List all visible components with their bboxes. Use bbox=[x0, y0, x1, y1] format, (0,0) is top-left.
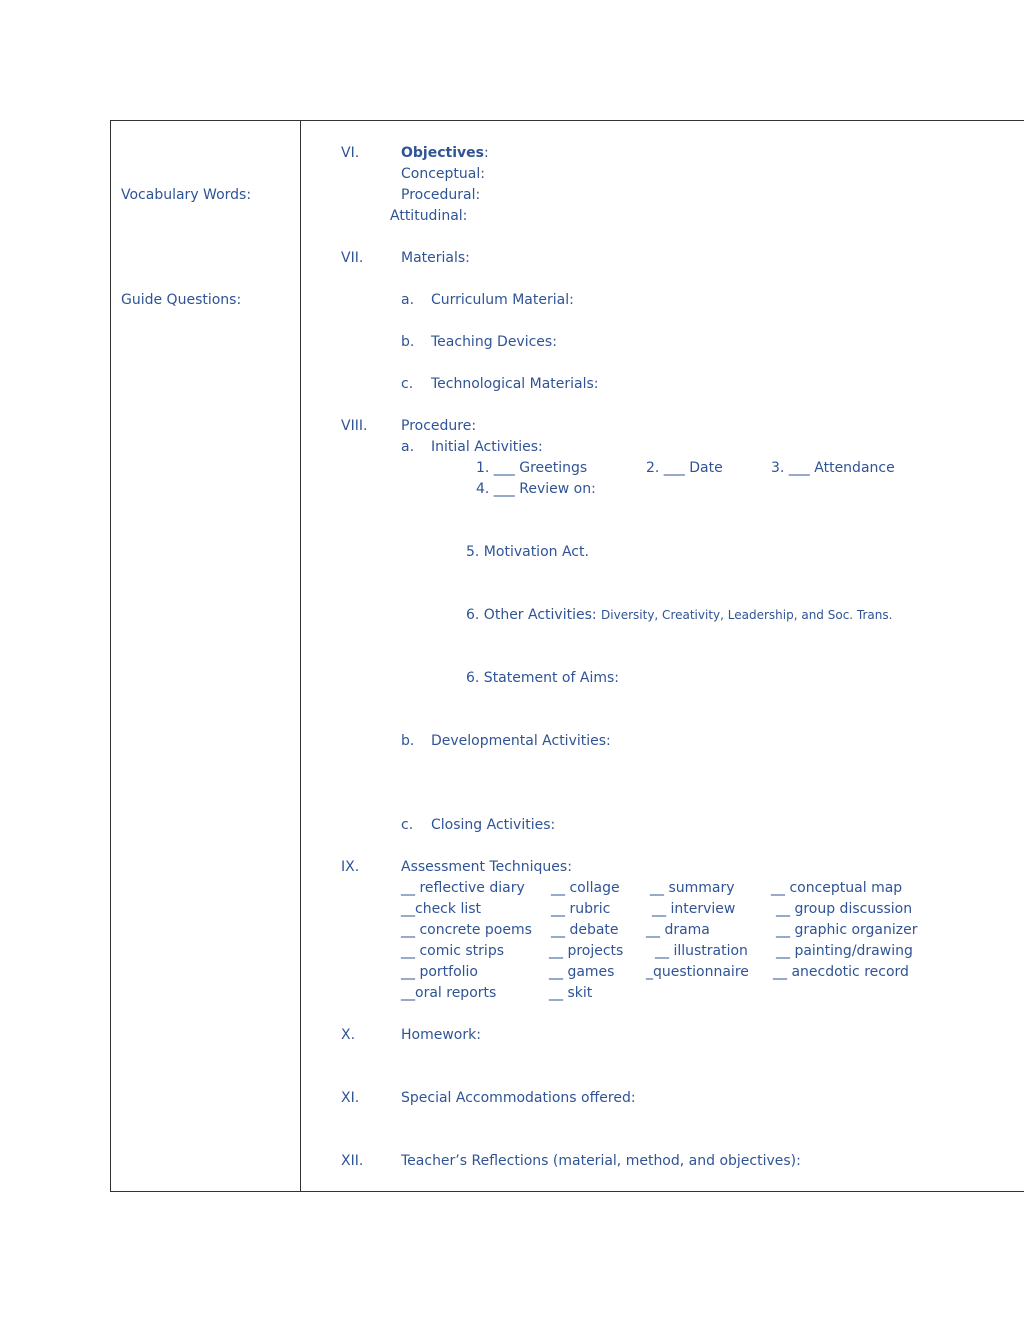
guide-questions-label: Guide Questions: bbox=[121, 292, 242, 308]
assessment-option: __ painting/drawing bbox=[776, 943, 913, 959]
objectives-numeral: VI. bbox=[341, 145, 360, 161]
review-item: 4. ___ Review on: bbox=[476, 481, 596, 497]
developmental-activities-label: Developmental Activities: bbox=[431, 733, 611, 749]
assessment-option: _questionnaire bbox=[646, 964, 749, 980]
materials-a-letter: a. bbox=[401, 292, 415, 308]
assessment-option: __ rubric bbox=[551, 901, 611, 917]
objective-procedural: Procedural: bbox=[401, 187, 481, 203]
lesson-plan-table bbox=[110, 120, 1024, 1192]
accommodations-label: Special Accommodations offered: bbox=[401, 1090, 636, 1106]
reflections-label: Teacher’s Reflections (material, method, and objectives): bbox=[401, 1153, 801, 1169]
assessment-option: __ interview bbox=[652, 901, 736, 917]
curriculum-material-label: Curriculum Material: bbox=[431, 292, 574, 308]
materials-c-letter: c. bbox=[401, 376, 414, 392]
assessment-option: __ illustration bbox=[655, 943, 748, 959]
objective-conceptual: Conceptual: bbox=[401, 166, 485, 182]
procedure-b-letter: b. bbox=[401, 733, 415, 749]
initial-activities-label: Initial Activities: bbox=[431, 439, 543, 455]
assessment-option: __ portfolio bbox=[401, 964, 478, 980]
attendance-item: 3. ___ Attendance bbox=[771, 460, 895, 476]
assessment-option: __ reflective diary bbox=[401, 880, 525, 896]
assessment-option: __oral reports bbox=[401, 985, 497, 1001]
objectives-label: Objectives bbox=[401, 145, 484, 161]
assessment-option: __ comic strips bbox=[401, 943, 504, 959]
assessment-option: __ projects bbox=[549, 943, 624, 959]
motivation-item: 5. Motivation Act. bbox=[466, 544, 589, 560]
materials-b-letter: b. bbox=[401, 334, 415, 350]
procedure-numeral: VIII. bbox=[341, 418, 368, 434]
closing-activities-label: Closing Activities: bbox=[431, 817, 556, 833]
homework-label: Homework: bbox=[401, 1027, 481, 1043]
assessment-label: Assessment Techniques: bbox=[401, 859, 572, 875]
assessment-option: __ graphic organizer bbox=[776, 922, 918, 938]
objectives-heading bbox=[401, 144, 489, 162]
statement-of-aims-item: 6. Statement of Aims: bbox=[466, 670, 619, 686]
assessment-option: __ summary bbox=[650, 880, 735, 896]
accommodations-numeral: XI. bbox=[341, 1090, 360, 1106]
greetings-item: 1. ___ Greetings bbox=[476, 460, 588, 476]
assessment-option: __ games bbox=[549, 964, 615, 980]
teaching-devices-label: Teaching Devices: bbox=[431, 334, 557, 350]
assessment-option: __ group discussion bbox=[776, 901, 913, 917]
homework-numeral: X. bbox=[341, 1027, 356, 1043]
procedure-a-letter: a. bbox=[401, 439, 415, 455]
column-divider bbox=[300, 120, 301, 1192]
vocabulary-words-label: Vocabulary Words: bbox=[121, 187, 252, 203]
objective-attitudinal: Attitudinal: bbox=[390, 208, 468, 224]
objectives-colon: : bbox=[483, 145, 489, 161]
other-activities-detail: Diversity, Creativity, Leadership, and Soc. Trans. bbox=[601, 608, 893, 622]
assessment-option: __ debate bbox=[551, 922, 619, 938]
materials-numeral: VII. bbox=[341, 250, 364, 266]
assessment-option: __ skit bbox=[549, 985, 593, 1001]
assessment-option: __ conceptual map bbox=[771, 880, 903, 896]
date-item: 2. ___ Date bbox=[646, 460, 723, 476]
assessment-option: __ anecdotic record bbox=[773, 964, 909, 980]
reflections-numeral: XII. bbox=[341, 1153, 364, 1169]
assessment-option: __ drama bbox=[646, 922, 710, 938]
procedure-label: Procedure: bbox=[401, 418, 477, 434]
assessment-option: __check list bbox=[401, 901, 482, 917]
procedure-c-letter: c. bbox=[401, 817, 414, 833]
technological-materials-label: Technological Materials: bbox=[431, 376, 599, 392]
assessment-numeral: IX. bbox=[341, 859, 360, 875]
materials-label: Materials: bbox=[401, 250, 470, 266]
assessment-option: __ collage bbox=[551, 880, 620, 896]
assessment-option: __ concrete poems bbox=[401, 922, 532, 938]
other-activities-item bbox=[466, 606, 892, 624]
other-activities-label: 6. Other Activities: bbox=[466, 607, 597, 623]
